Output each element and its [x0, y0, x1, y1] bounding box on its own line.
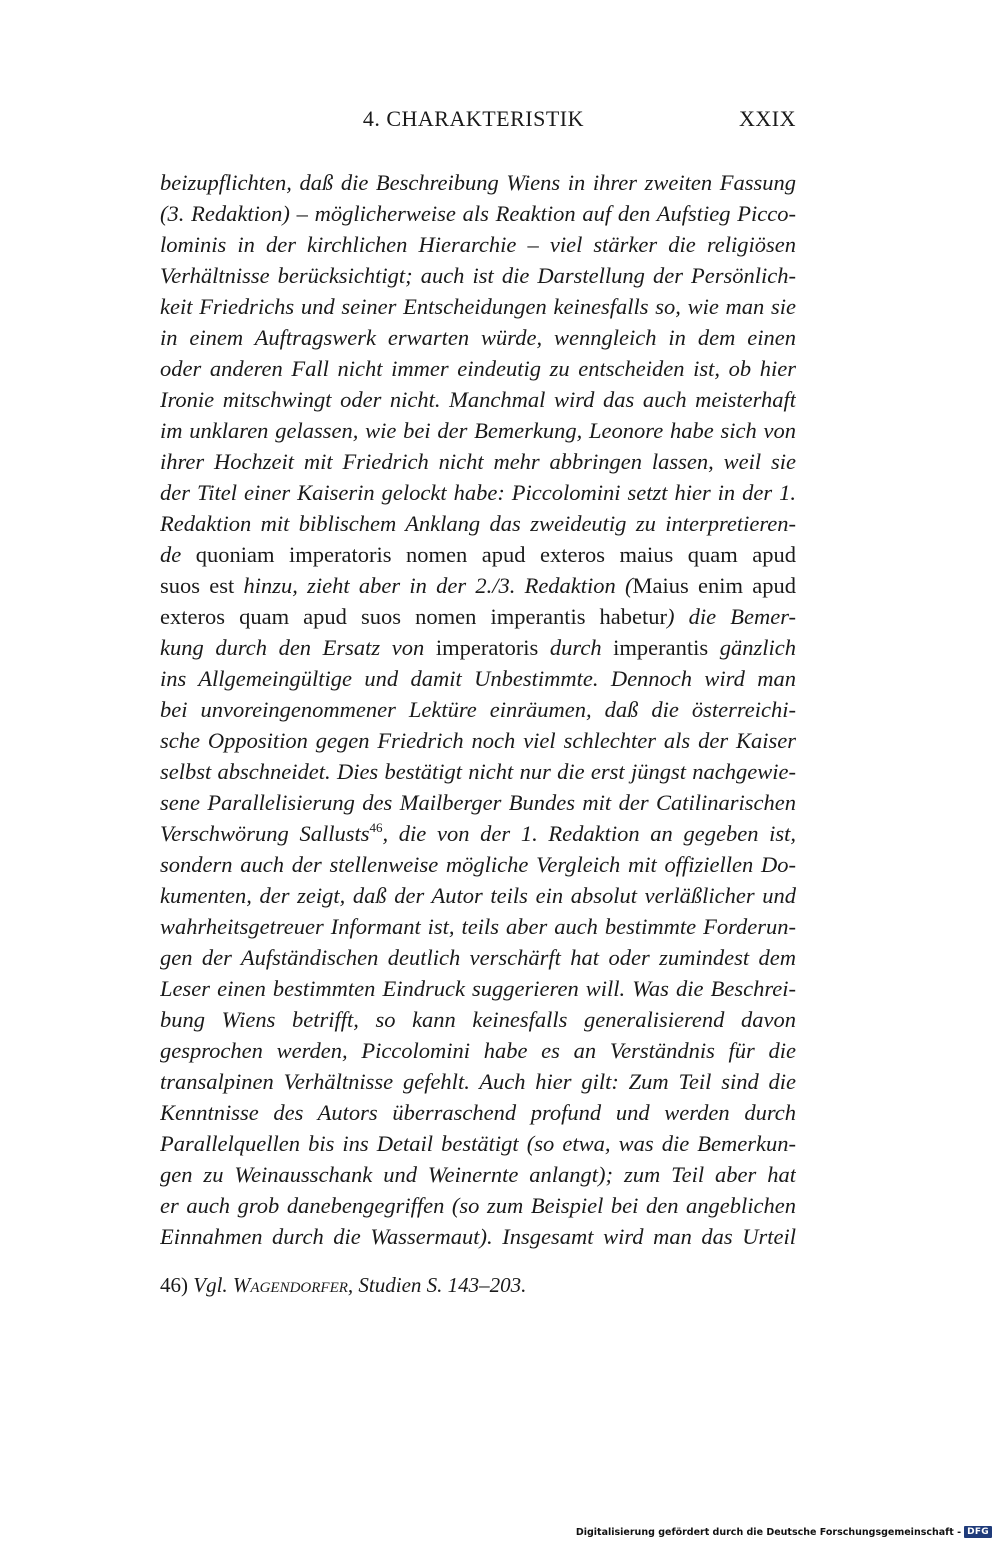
- italic-text: der Titel einer Kaiserin gelockt habe: Piccolomini setzt hier in der 1.: [160, 480, 796, 505]
- footnote-author: Wagendorfer: [232, 1273, 348, 1297]
- italic-text: oder anderen Fall nicht immer eindeutig zu entscheiden ist, ob hier: [160, 356, 796, 381]
- italic-text: selbst abschneidet. Dies bestätigt nicht nur die erst jüngst nachgewie-: [160, 759, 796, 784]
- italic-text: ) die Bemer-: [667, 604, 796, 629]
- text-line: [160, 1097, 796, 1128]
- italic-text: ihrer Hochzeit mit Friedrich nicht mehr abbringen lassen, weil sie: [160, 449, 796, 474]
- text-line: [160, 477, 796, 508]
- latin-quotation: quoniam imperatoris nomen apud exteros maius quam apud: [195, 542, 796, 567]
- text-line: [160, 384, 796, 415]
- text-line: [160, 601, 796, 632]
- text-line: [160, 260, 796, 291]
- italic-text: gen der Aufständischen deutlich verschärft hat oder zumindest dem: [160, 945, 796, 970]
- italic-text: gänzlich: [719, 635, 796, 660]
- footnote-prefix: Vgl.: [193, 1273, 228, 1297]
- page-header: [160, 106, 796, 140]
- text-line: [160, 198, 796, 229]
- running-title: 4. CHARAKTERISTIK: [362, 106, 584, 131]
- italic-text: Parallelquellen bis ins Detail bestätigt (so etwa, was die Bemerkun-: [160, 1131, 796, 1156]
- text-line: [160, 353, 796, 384]
- text-line: [160, 291, 796, 322]
- italic-text: (3. Redaktion) – möglicherweise als Reaktion auf den Aufstieg Picco-: [160, 201, 796, 226]
- text-line: [160, 818, 796, 849]
- text-line: [160, 880, 796, 911]
- italic-text: kung durch den Ersatz von: [160, 635, 436, 660]
- italic-text: Leser einen bestimmten Eindruck suggerieren will. Was die Beschrei-: [160, 976, 796, 1001]
- italic-text: Verschwörung Sallusts: [160, 821, 370, 846]
- latin-quotation: exteros quam apud suos nomen imperantis habetur: [160, 604, 668, 629]
- italic-text: Verhältnisse berücksichtigt; auch ist die Darstellung der Persönlich-: [160, 263, 796, 288]
- text-line: [160, 1004, 796, 1035]
- italic-text: in einem Auftragswerk erwarten würde, wenngleich in dem einen: [160, 325, 796, 350]
- latin-quotation: Maius enim apud: [632, 573, 796, 598]
- latin-quotation: suos est: [160, 573, 244, 598]
- italic-text: er auch grob danebengegriffen (so zum Beispiel bei den angeblichen: [160, 1193, 796, 1218]
- text-line: [160, 973, 796, 1004]
- italic-text: lominis in der kirchlichen Hierarchie – viel stärker die religiösen: [160, 232, 796, 257]
- text-line: [160, 787, 796, 818]
- text-line: [160, 167, 796, 198]
- italic-text: gesprochen werden, Piccolomini habe es an Verständnis für die: [160, 1038, 796, 1063]
- italic-text: Kenntnisse des Autors überraschend profund und werden durch: [160, 1100, 796, 1125]
- text-line: [160, 911, 796, 942]
- text-line: [160, 725, 796, 756]
- digitization-credit: [576, 1524, 992, 1540]
- italic-text: durch: [549, 635, 614, 660]
- text-line: [160, 1190, 796, 1221]
- italic-text: gen zu Weinausschank und Weinernte anlangt); zum Teil aber hat: [160, 1162, 796, 1187]
- italic-text: , die von der 1. Redaktion an gegeben ist,: [382, 821, 796, 846]
- text-line: [160, 663, 796, 694]
- text-line: [160, 942, 796, 973]
- italic-text: hinzu, zieht aber in der 2./3. Redaktion (: [243, 573, 633, 598]
- italic-text: bung Wiens betrifft, so kann keinesfalls generalisierend davon: [160, 1007, 796, 1032]
- text-line: [160, 446, 796, 477]
- latin-quotation: imperatoris: [435, 635, 550, 660]
- italic-text: ins Allgemeingültige und damit Unbestimmte. Dennoch wird man: [160, 666, 796, 691]
- dfg-logo: DFG: [964, 1526, 992, 1538]
- italic-text: transalpinen Verhältnisse gefehlt. Auch hier gilt: Zum Teil sind die: [160, 1069, 796, 1094]
- text-line: [160, 756, 796, 787]
- italic-text: keit Friedrichs und seiner Entscheidungen keinesfalls so, wie man sie: [160, 294, 796, 319]
- text-line: [160, 1035, 796, 1066]
- body-text: [160, 167, 796, 1252]
- italic-text: Ironie mitschwingt oder nicht. Manchmal wird das auch meisterhaft: [160, 387, 796, 412]
- text-line: [160, 1221, 796, 1252]
- italic-text: sche Opposition gegen Friedrich noch viel schlechter als der Kaiser: [160, 728, 796, 753]
- text-line: [160, 229, 796, 260]
- text-line: [160, 849, 796, 880]
- italic-text: Redaktion mit biblischem Anklang das zweideutig zu interpretieren-: [160, 511, 796, 536]
- italic-text: im unklaren gelassen, wie bei der Bemerkung, Leonore habe sich von: [160, 418, 796, 443]
- footnote-reference: , Studien S. 143–203.: [347, 1273, 527, 1297]
- latin-quotation: imperantis: [613, 635, 720, 660]
- page-number: XXIX: [739, 106, 796, 131]
- credit-text: Digitalisierung gefördert durch die Deutsche Forschungsgemeinschaft -: [575, 1526, 962, 1538]
- text-line: [160, 632, 796, 663]
- italic-text: de: [160, 542, 196, 567]
- text-line: [160, 1066, 796, 1097]
- footnote: [160, 1270, 796, 1300]
- text-line: [160, 1128, 796, 1159]
- italic-text: bei unvoreingenommener Lektüre einräumen, daß die österreichi-: [160, 697, 796, 722]
- footnote-number: 46): [160, 1273, 188, 1297]
- italic-text: Einnahmen durch die Wassermaut). Insgesamt wird man das Urteil: [160, 1224, 796, 1249]
- text-line: [160, 508, 796, 539]
- italic-text: kumenten, der zeigt, daß der Autor teils ein absolut verläßlicher und: [160, 883, 796, 908]
- text-line: [160, 322, 796, 353]
- footnote-reference-marker: 46: [369, 820, 383, 835]
- italic-text: sene Parallelisierung des Mailberger Bundes mit der Catilinarischen: [160, 790, 796, 815]
- italic-text: wahrheitsgetreuer Informant ist, teils aber auch bestimmte Forderun-: [160, 914, 796, 939]
- text-line: [160, 570, 796, 601]
- text-line: [160, 694, 796, 725]
- text-line: [160, 1159, 796, 1190]
- italic-text: sondern auch der stellenweise mögliche Vergleich mit offiziellen Do-: [160, 852, 796, 877]
- text-line: [160, 415, 796, 446]
- italic-text: beizupflichten, daß die Beschreibung Wiens in ihrer zweiten Fassung: [160, 170, 796, 195]
- text-line: [160, 539, 796, 570]
